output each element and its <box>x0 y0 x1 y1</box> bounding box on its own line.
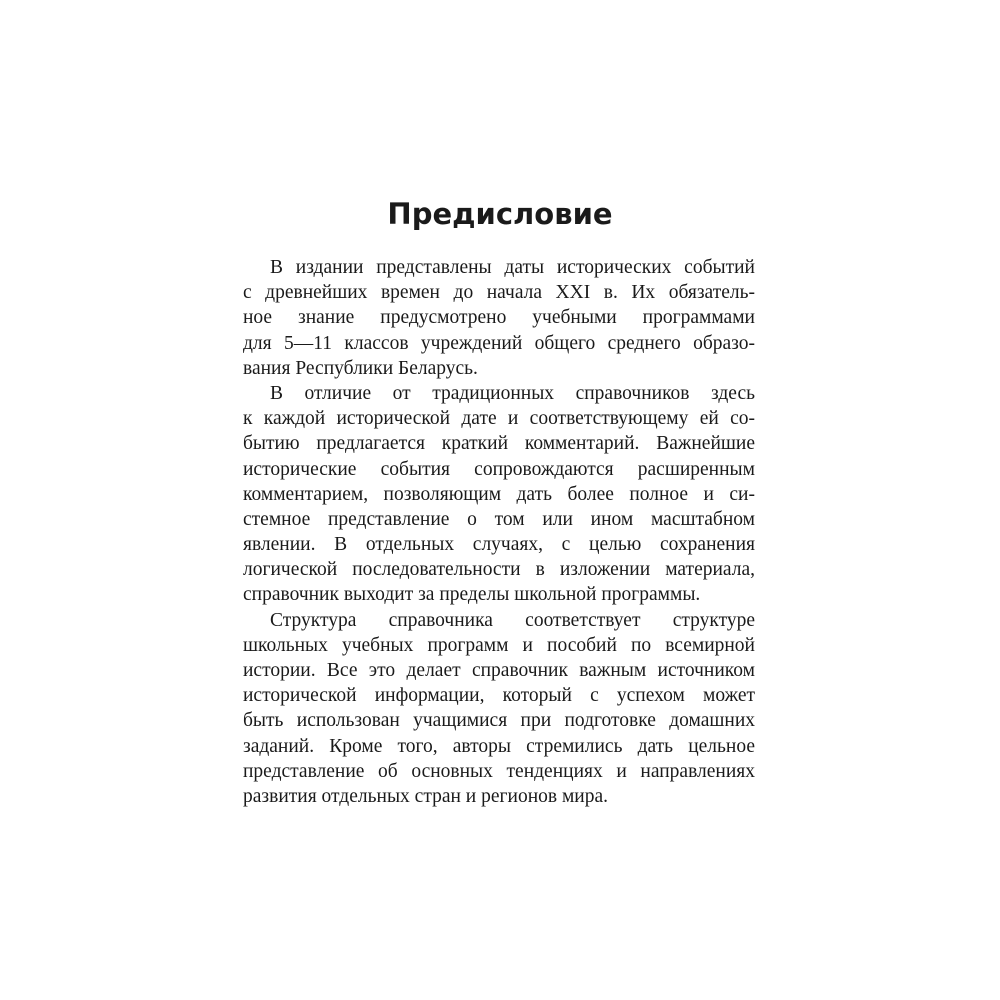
paragraph-3 <box>243 608 755 810</box>
text-line: В издании представлены даты исторических событий <box>270 257 755 278</box>
text-line: вания Республики Беларусь. <box>243 357 478 379</box>
text-line: быть использован учащимися при подготовке домашних <box>243 710 755 732</box>
text-line: для 5—11 классов учреждений общего среднего образо- <box>243 332 755 354</box>
text-line: логической последовательности в изложении материала, <box>243 559 755 581</box>
paragraph-1 <box>243 255 755 381</box>
text-line: стемное представление о том или ином масштабном <box>243 508 755 530</box>
paragraph-2 <box>243 381 755 608</box>
text-line: комментарием, позволяющим дать более полное и си- <box>243 483 755 505</box>
text-line: В отличие от традиционных справочников здесь <box>270 382 755 404</box>
text-line: к каждой исторической дате и соответствующему ей со- <box>243 408 755 430</box>
text-line: школьных учебных программ и пособий по всемирной <box>243 634 755 656</box>
text-line: ное знание предусмотрено учебными программами <box>243 307 755 329</box>
text-line: развития отдельных стран и регионов мира. <box>243 785 609 807</box>
page-title: Предисловие <box>387 197 613 231</box>
text-line: с древнейших времен до начала XXI в. Их обязатель- <box>243 282 755 304</box>
text-line: справочник выходит за пределы школьной программы. <box>243 584 701 606</box>
text-line: Структура справочника соответствует структуре <box>270 609 755 631</box>
text-line: представление об основных тенденциях и направлениях <box>243 760 755 782</box>
text-line: бытию предлагается краткий комментарий. Важнейшие <box>243 433 755 455</box>
text-line: истории. Все это делает справочник важным источником <box>243 660 755 681</box>
text-line: исторической информации, который с успехом может <box>243 685 755 707</box>
text-line: явлении. В отдельных случаях, с целью сохранения <box>243 534 755 556</box>
preface-body <box>243 255 755 809</box>
text-line: исторические события сопровождаются расширенным <box>243 458 755 480</box>
text-line: заданий. Кроме того, авторы стремились дать цельное <box>243 735 755 757</box>
